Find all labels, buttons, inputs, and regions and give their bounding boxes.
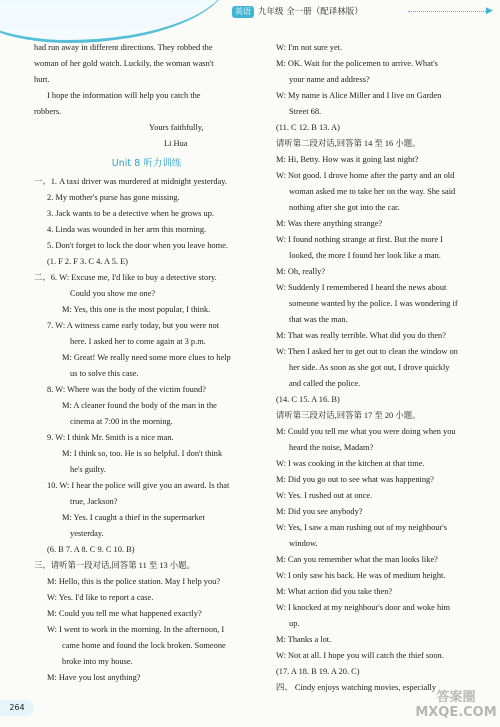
text-line: 8. W: Where was the body of the victim found? xyxy=(47,385,206,394)
text-line: M: Oh, really? xyxy=(276,267,326,276)
letter-closing: Yours faithfully, xyxy=(149,123,204,132)
text-line: he's guilty. xyxy=(70,465,106,474)
text-line: hurt. xyxy=(34,75,50,84)
text-line: M: Yes. I caught a thief in the supermarket xyxy=(62,513,205,522)
text-line: 二、6. W: Excuse me, I'd like to buy a detective story. xyxy=(34,273,217,282)
text-line: yesterday. xyxy=(70,529,104,538)
text-line: 四、 Cindy enjoys watching movies, especially xyxy=(276,683,437,692)
text-line: W: Not good. I drove home after the party and an old xyxy=(276,171,455,180)
right-column xyxy=(276,40,488,696)
text-line: M: Could you tell me what happened exactly? xyxy=(47,609,202,618)
text-line: 请听第三段对话,回答第 17 至 20 小题。 xyxy=(276,411,421,420)
text-line: W: I only saw his back. He was of medium height. xyxy=(276,571,446,580)
text-line: M: Can you remember what the man looks like? xyxy=(276,555,438,564)
text-line: 5. Don't forget to lock the door when you leave home. xyxy=(47,241,228,250)
text-line: M: Did you go out to see what was happening? xyxy=(276,475,434,484)
header-dotted-line xyxy=(408,11,490,12)
text-line: broke into my house. xyxy=(62,657,133,666)
text-line: I hope the information will help you catch the xyxy=(47,91,201,100)
text-line: 4. Linda was wounded in her arm this morning. xyxy=(47,225,207,234)
text-line: someone wanted by the police. I was wondering if xyxy=(289,299,458,308)
text-line: M: I think so, too. He is so helpful. I don't think xyxy=(62,449,223,458)
text-line: M: Have you lost anything? xyxy=(47,673,141,682)
text-line: and called the police. xyxy=(289,379,361,388)
unit-title: Unit 8 听力训练 xyxy=(111,158,182,169)
text-line: woman asked me to take her on the way. She said xyxy=(289,187,456,196)
text-line: W: I knocked at my neighbour's door and woke him xyxy=(276,603,451,612)
text-line: (6. B 7. A 8. C 9. C 10. B) xyxy=(47,545,135,554)
text-line: Street 68. xyxy=(289,107,322,116)
text-line: M: Thanks a lot. xyxy=(276,635,332,644)
text-line: looked, the more I found her look like a man. xyxy=(289,251,441,260)
text-line: us to solve this case. xyxy=(70,369,139,378)
text-line: W: I went to work in the morning. In the afternoon, I xyxy=(47,625,225,634)
text-line: (1. F 2. F 3. C 4. A 5. E) xyxy=(47,257,128,266)
text-line: 2. My mother's purse has gone missing. xyxy=(47,193,180,202)
text-line: her side. As soon as she got out, I drove quickly xyxy=(289,363,450,372)
header-decoration xyxy=(0,0,230,43)
text-line: nothing after she got into the car. xyxy=(289,203,400,212)
text-line: had run away in different directions. They robbed the xyxy=(34,43,213,52)
text-line: 9. W: I think Mr. Smith is a nice man. xyxy=(47,433,174,442)
page-number: 264 xyxy=(0,700,34,716)
book-title: 九年级 全一册（配译林版） xyxy=(258,7,363,17)
text-line: Could you show me one? xyxy=(70,289,156,298)
text-line: up. xyxy=(289,619,300,628)
text-line: true, Jackson? xyxy=(70,497,118,506)
text-line: W: Yes. I rushed out at once. xyxy=(276,491,373,500)
text-line: M: Did you see anybody? xyxy=(276,507,363,516)
text-line: M: A cleaner found the body of the man in the xyxy=(62,401,217,410)
text-line: M: Yes, this one is the most popular, I think. xyxy=(62,305,211,314)
text-line: W: My name is Alice Miller and I live on Garden xyxy=(276,91,442,100)
text-line: cinema at 7:00 in the morning. xyxy=(70,417,173,426)
text-line: M: That was really terrible. What did you do then? xyxy=(276,331,446,340)
watermark-logo: 答案圈 MXQE.COM xyxy=(415,690,497,720)
section-one xyxy=(34,174,259,270)
text-line: 三、请听第一段对话,回答第 11 至 13 小题。 xyxy=(34,561,195,570)
text-line: here. I asked her to come again at 3 p.m. xyxy=(70,337,206,346)
left-column xyxy=(34,40,259,686)
text-line: (14. C 15. A 16. B) xyxy=(276,395,340,404)
text-line: woman of her gold watch. Luckily, the woman wasn't xyxy=(34,59,214,68)
page-header xyxy=(0,0,500,36)
text-line: M: Hi, Betty. How was it going last night? xyxy=(276,155,419,164)
subject-badge: 英语 xyxy=(232,6,254,18)
text-line: M: Could you tell me what you were doing when you xyxy=(276,427,456,436)
text-line: W: I found nothing strange at first. But the more I xyxy=(276,235,443,244)
text-line: W: Yes. I'd like to report a case. xyxy=(47,593,154,602)
text-line: W: Then I asked her to get out to clean the window on xyxy=(276,347,458,356)
text-line: 10. W: I hear the police will give you an award. Is that xyxy=(47,481,230,490)
text-line: (11. C 12. B 13. A) xyxy=(276,123,340,132)
section-two xyxy=(34,270,259,558)
text-line: window. xyxy=(289,539,318,548)
text-line: W: I'm not sure yet. xyxy=(276,43,343,52)
text-line: robbers. xyxy=(34,107,62,116)
text-line: M: Was there anything strange? xyxy=(276,219,383,228)
text-line: 3. Jack wants to be a detective when he grows up. xyxy=(47,209,214,218)
text-line: heard the noise, Madam? xyxy=(289,443,374,452)
text-line: that was the man. xyxy=(289,315,348,324)
text-line: W: Yes, I saw a man rushing out of my neighbour's xyxy=(276,523,448,532)
text-line: (17. A 18. B 19. A 20. C) xyxy=(276,667,360,676)
text-line: M: Hello, this is the police station. May I help you? xyxy=(47,577,221,586)
section-three xyxy=(34,558,259,686)
text-line: M: OK. Wait for the policemen to arrive. What's xyxy=(276,59,438,68)
text-line: came home and found the lock broken. Someone xyxy=(62,641,226,650)
text-line: 7. W: A witness came early today, but you were not xyxy=(47,321,220,330)
arrow-right-icon: ▶ xyxy=(486,6,493,16)
text-line: 请听第二段对话,回答第 14 至 16 小题。 xyxy=(276,139,421,148)
text-line: M: What action did you take then? xyxy=(276,587,393,596)
text-line: M: Great! We really need some more clues to help xyxy=(62,353,231,362)
text-line: W: Suddenly I remembered I heard the news about xyxy=(276,283,447,292)
letter-signature: Li Hua xyxy=(164,139,188,148)
text-line: your name and address? xyxy=(289,75,370,84)
text-line: W: Not at all. I hope you will catch the thief soon. xyxy=(276,651,444,660)
text-line: 一、1. A taxi driver was murdered at midnight yesterday. xyxy=(34,177,227,186)
text-line: W: I was cooking in the kitchen at that time. xyxy=(276,459,425,468)
